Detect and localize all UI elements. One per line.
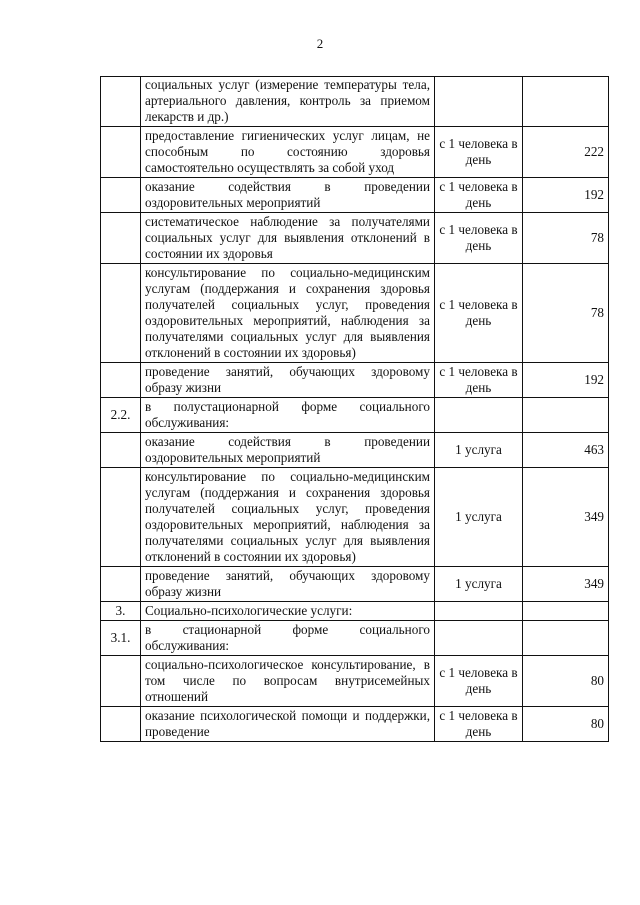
service-unit: с 1 человека в день [435,707,523,742]
service-unit: с 1 человека в день [435,178,523,213]
service-price: 349 [523,468,609,567]
service-name: предоставление гигиенических услуг лицам, не способным по состоянию здоровья самостоятельно осуществлять за собой уход [141,127,435,178]
section-row [101,398,609,433]
section-row [101,621,609,656]
table-row [101,468,609,567]
row-number [101,363,141,398]
service-price: 80 [523,656,609,707]
service-unit: с 1 человека в день [435,363,523,398]
table-row [101,264,609,363]
service-unit: с 1 человека в день [435,213,523,264]
row-number [101,77,141,127]
service-unit: 1 услуга [435,433,523,468]
section-number: 2.2. [101,398,141,433]
service-unit [435,602,523,621]
service-unit [435,77,523,127]
section-number: 3.1. [101,621,141,656]
row-number [101,178,141,213]
service-price: 80 [523,707,609,742]
table-row [101,363,609,398]
service-name: оказание психологической помощи и поддержки, проведение [141,707,435,742]
service-name: проведение занятий, обучающих здоровому образу жизни [141,363,435,398]
service-name: консультирование по социально-медицинским услугам (поддержания и сохранения здоровья получателей социальных услуг, проведения оздоровительных мероприятий, наблюдения за получателями социальных услуг для выявления отклонений в состоянии их здоровья) [141,468,435,567]
service-name: систематическое наблюдение за получателями социальных услуг для выявления отклонений в состоянии их здоровья [141,213,435,264]
service-unit [435,621,523,656]
service-name: оказание содействия в проведении оздоровительных мероприятий [141,178,435,213]
section-title: в стационарной форме социального обслуживания: [141,621,435,656]
table-row [101,77,609,127]
service-unit [435,398,523,433]
service-name: консультирование по социально-медицинским услугам (поддержания и сохранения здоровья получателей социальных услуг, проведения оздоровительных мероприятий, наблюдения за получателями социальных услуг для выявления отклонений в состоянии их здоровья) [141,264,435,363]
service-price [523,621,609,656]
service-price: 78 [523,264,609,363]
service-name: оказание содействия в проведении оздоровительных мероприятий [141,433,435,468]
row-number [101,127,141,178]
service-unit: 1 услуга [435,468,523,567]
row-number [101,656,141,707]
service-price [523,398,609,433]
service-price: 349 [523,567,609,602]
row-number [101,567,141,602]
table-row [101,707,609,742]
page-number: 2 [316,36,324,51]
table-row [101,127,609,178]
tariff-table [100,76,609,742]
row-number [101,213,141,264]
service-price: 222 [523,127,609,178]
service-price: 192 [523,178,609,213]
row-number [101,264,141,363]
service-unit: с 1 человека в день [435,656,523,707]
service-unit: 1 услуга [435,567,523,602]
table-row [101,178,609,213]
section-row [101,602,609,621]
service-unit: с 1 человека в день [435,127,523,178]
service-unit: с 1 человека в день [435,264,523,363]
service-price: 192 [523,363,609,398]
service-price: 78 [523,213,609,264]
section-title: в полустационарной форме социального обслуживания: [141,398,435,433]
section-number: 3. [101,602,141,621]
table-row [101,567,609,602]
table-row [101,656,609,707]
service-name: социально-психологическое консультирование, в том числе по вопросам внутрисемейных отношений [141,656,435,707]
section-title: Социально-психологические услуги: [141,602,435,621]
service-name: проведение занятий, обучающих здоровому образу жизни [141,567,435,602]
table-row [101,433,609,468]
table-row [101,213,609,264]
service-price: 463 [523,433,609,468]
service-name: социальных услуг (измерение температуры тела, артериального давления, контроль за приемом лекарств и др.) [141,77,435,127]
service-price [523,602,609,621]
row-number [101,433,141,468]
row-number [101,468,141,567]
service-price [523,77,609,127]
row-number [101,707,141,742]
